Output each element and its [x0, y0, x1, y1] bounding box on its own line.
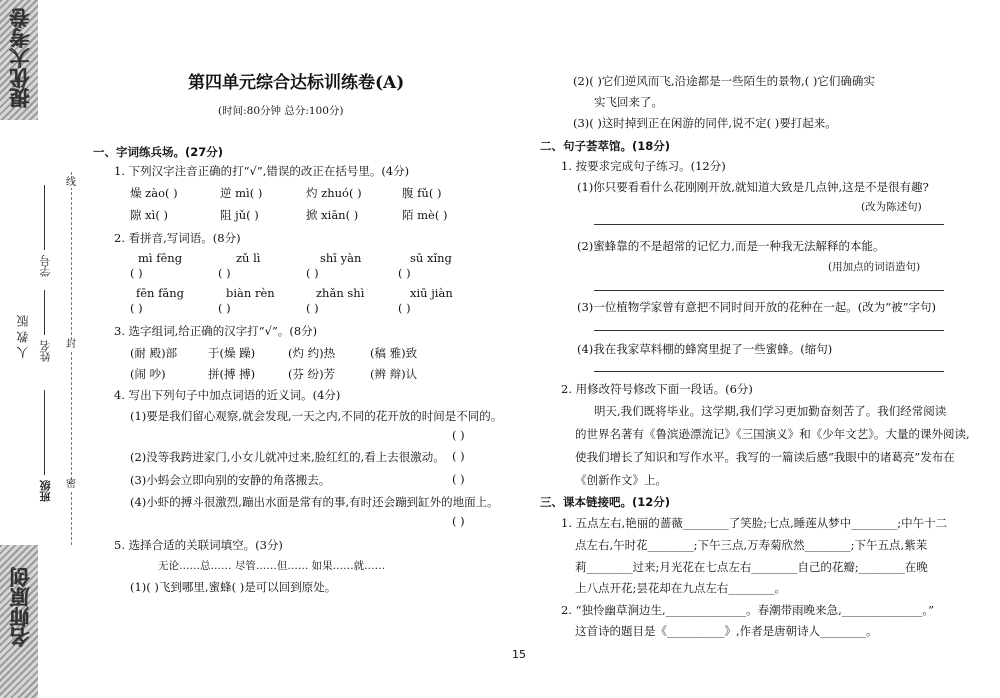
q2-bracket: ( )	[130, 301, 143, 315]
answer-line	[594, 371, 944, 372]
q4-answer-2: ( )	[452, 449, 465, 463]
q2-pinyin: biàn rèn	[226, 286, 275, 300]
section-1-heading: 一、字词练兵场。(27分)	[93, 145, 224, 159]
id-line	[44, 185, 45, 250]
q5-text: 5. 选择合适的关联词填空。(3分)	[114, 538, 283, 552]
id-label: 学号	[39, 255, 52, 277]
q2-pinyin: zhǎn shì	[316, 286, 365, 300]
s2-q2-text: 2. 用修改符号修改下面一段话。(6分)	[561, 382, 753, 396]
s3-line-3: 莉________过来;月光花在七点左右________自己的花瓣;________在晚	[575, 560, 928, 574]
q5-sentence-3: (3)( )这时掉到正在闲游的同伴,说不定( )要打起来。	[573, 116, 837, 130]
s2-para-line-4: 《创新作文》上。	[575, 473, 667, 487]
s2-sentence-1: (1)你只要看看什么花刚刚开放,就知道大致是几点钟,这是不是很有趣?	[577, 180, 929, 194]
q1-item: 掀 xiān( )	[306, 208, 359, 222]
s2-note-2: (用加点的词语造句)	[828, 261, 921, 273]
s2-para-line-1: 明天,我们既将毕业。这学期,我们学习更加勤奋刻苦了。我们经常阅读	[594, 404, 947, 418]
s3-line-4: 上八点开花;昙花却在九点左右________。	[575, 581, 786, 595]
q2-bracket: ( )	[306, 301, 319, 315]
s2-sentence-2: (2)蜜蜂靠的不是超常的记忆力,而是一种我无法解释的本能。	[577, 239, 885, 253]
s3-line-5: 2. “独怜幽草涧边生,______________。春潮带雨晚来急,______________。”	[561, 603, 934, 617]
s3-line-1: 1. 五点左右,艳丽的蔷薇________了笑脸;七点,睡莲从梦中________;中午十二	[561, 516, 948, 530]
q3-item: (辨 辩)认	[370, 367, 418, 381]
q3-item: 拼(搏 搏)	[208, 367, 256, 381]
q2-pinyin: shī yàn	[320, 251, 362, 265]
q4-answer-1: ( )	[452, 428, 465, 442]
q4-text: 4. 写出下列句子中加点词语的近义词。(4分)	[114, 388, 341, 402]
answer-line	[594, 330, 944, 331]
q2-pinyin: mì fēng	[138, 251, 183, 265]
seal-xian-label: 线	[66, 177, 76, 188]
q4-sentence-4: (4)小虾的搏斗很激烈,蹦出水面是常有的事,有时还会蹦到缸外的地面上。	[130, 495, 499, 509]
q2-pinyin: sū xǐng	[410, 251, 452, 265]
q2-bracket: ( )	[398, 301, 411, 315]
section-3-heading: 三、课本链接吧。(12分)	[540, 495, 671, 509]
edition-label: 人 教 版	[16, 315, 30, 359]
q3-text: 3. 选字组词,给正确的汉字打“√”。(8分)	[114, 324, 318, 338]
s2-sentence-4: (4)我在我家草料棚的蜂窝里捉了一些蜜蜂。(缩句)	[577, 342, 833, 356]
answer-line	[594, 224, 944, 225]
q2-pinyin: zǔ lì	[236, 251, 261, 265]
name-label: 姓名	[39, 340, 52, 362]
q3-item: (耐 殿)部	[130, 346, 178, 360]
q2-pinyin: xiū jiàn	[410, 286, 453, 300]
q2-bracket: ( )	[130, 266, 143, 280]
s2-para-line-3: 使我们增长了知识和写作水平。我写的一篇读后感“我眼中的诸葛亮”发布在	[575, 450, 955, 464]
answer-line	[594, 290, 944, 291]
s2-para-line-2: 的世界名著有《鲁滨逊漂流记》《三国演义》和《少年文艺》。大量的课外阅读,	[575, 427, 970, 441]
q2-bracket: ( )	[398, 266, 411, 280]
q1-item: 腹 fǔ( )	[402, 186, 442, 200]
q2-bracket: ( )	[306, 266, 319, 280]
s2-q1-text: 1. 按要求完成句子练习。(12分)	[561, 159, 726, 173]
class-line	[44, 390, 45, 475]
q4-sentence-1: (1)要是我们留心观察,就会发现,一天之内,不同的花开放的时间是不同的。	[130, 409, 503, 423]
brand-logo-top: 提优大考卷	[9, 8, 33, 108]
q2-pinyin: fēn fāng	[136, 286, 185, 300]
q1-text: 1. 下列汉字注音正确的打“√”,错误的改正在括号里。(4分)	[114, 164, 410, 178]
q1-item: 陌 mè( )	[402, 208, 448, 222]
q1-item: 灼 zhuó( )	[306, 186, 362, 200]
q5-sentence-2b: 实飞回来了。	[594, 95, 663, 109]
s2-sentence-3: (3)一位植物学家曾有意把不同时间开放的花种在一起。(改为“被”字句)	[577, 300, 937, 314]
q4-sentence-2: (2)没等我跨进家门,小女儿就冲过来,脸红红的,看上去很激动。	[130, 450, 445, 464]
brand-logo-bottom: 名师原创	[9, 567, 33, 647]
q1-item: 逆 mì( )	[220, 186, 263, 200]
s3-line-2: 点左右,午时花________;下午三点,万寿菊欣然________;下午五点,紫茉	[575, 538, 928, 552]
q2-text: 2. 看拼音,写词语。(8分)	[114, 231, 241, 245]
q3-item: (稿 雅)致	[370, 346, 418, 360]
seal-feng-label: 封	[66, 339, 76, 350]
q1-item: 隙 xì( )	[130, 208, 168, 222]
brand-banner-top	[0, 0, 38, 120]
s2-note-1: (改为陈述句)	[861, 201, 922, 213]
q3-item: (芬 纷)芳	[288, 367, 336, 381]
q1-item: 燥 zào( )	[130, 186, 178, 200]
name-line	[44, 290, 45, 335]
q4-answer-3: ( )	[452, 472, 465, 486]
q2-bracket: ( )	[218, 266, 231, 280]
q5-options: 无论……总…… 尽管……但…… 如果……就……	[158, 560, 386, 572]
q3-item: 于(燥 躁)	[208, 346, 256, 360]
q2-bracket: ( )	[218, 301, 231, 315]
brand-banner-bottom	[0, 545, 38, 698]
q5-sentence-2a: (2)( )它们逆风而飞,沿途都是一些陌生的景物,( )它们确确实	[573, 74, 875, 88]
q4-answer-4: ( )	[452, 514, 465, 528]
page-number: 15	[512, 648, 526, 661]
q4-sentence-3: (3)小蚂会立即向别的安静的角落搬去。	[130, 473, 331, 487]
q5-sentence-1: (1)( )飞到哪里,蜜蜂( )是可以回到原处。	[130, 580, 337, 594]
q3-item: (闹 吵)	[130, 367, 166, 381]
q3-item: (灼 约)热	[288, 346, 336, 360]
section-2-heading: 二、句子荟萃馆。(18分)	[540, 139, 671, 153]
seal-mi-label: 密	[66, 479, 76, 490]
page-title: 第四单元综合达标训练卷(A)	[188, 73, 405, 93]
page-subtitle: (时间:80分钟 总分:100分)	[218, 105, 344, 117]
class-label: 班级	[39, 480, 52, 502]
s3-line-6: 这首诗的题目是《__________》,作者是唐朝诗人________。	[575, 624, 878, 638]
q1-item: 阻 jǔ( )	[220, 208, 259, 222]
